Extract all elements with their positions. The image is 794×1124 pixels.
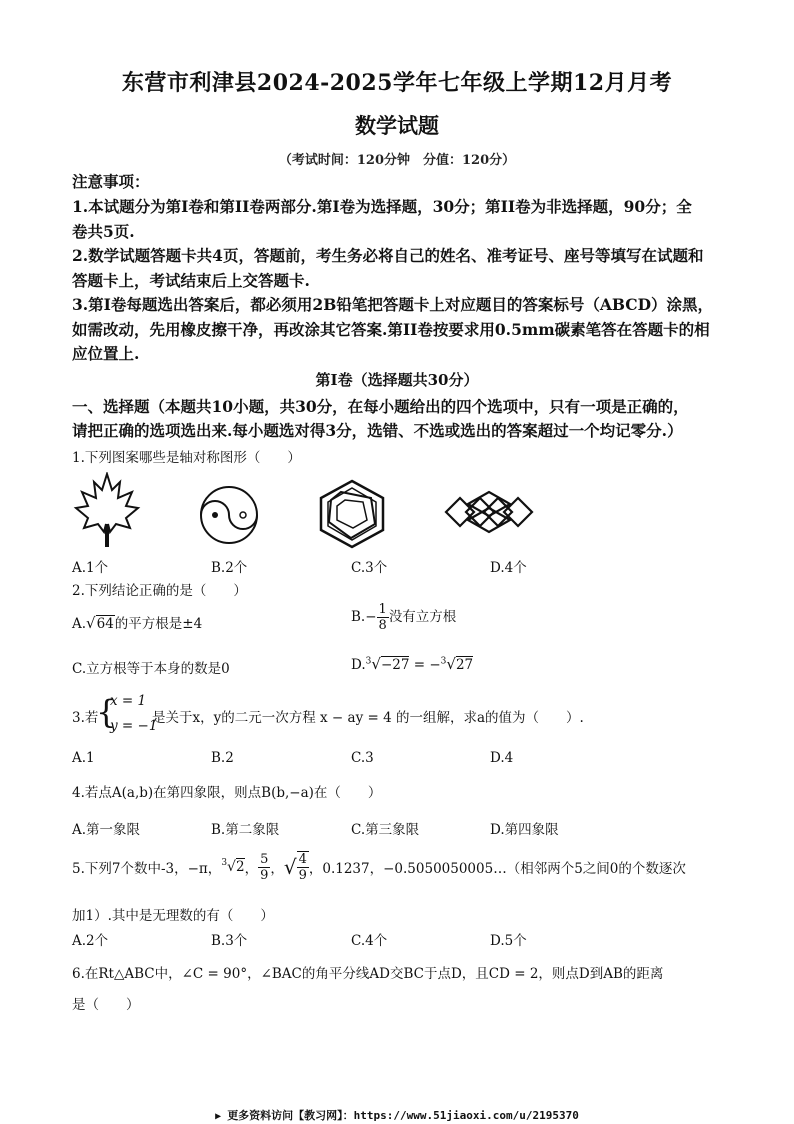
- q4-stem: 4.若点A(a,b)在第四象限，则点B(b,−a)在（ ）: [72, 785, 382, 801]
- q2-d-root-index: 3: [365, 656, 372, 667]
- notes-heading: 注意事项：: [72, 172, 150, 191]
- q2-b-suffix: 没有立方根: [388, 609, 457, 625]
- q2-a-suffix: 的平方根是±4: [114, 616, 203, 632]
- q5-sqrt-frac-numerator: 4: [298, 852, 307, 867]
- q5-sqrt-frac-denominator: 9: [298, 868, 307, 883]
- q4-option-c[interactable]: C.第三象限: [351, 822, 420, 838]
- note-3b: 如需改动，先用橡皮擦干净，再改涂其它答案.第II卷按要求用0.5mm碳素笔答在答题卡的相: [72, 320, 710, 339]
- q2-a-prefix: A.: [72, 616, 87, 632]
- note-1a: 1.本试题分为第I卷和第II卷两部分.第I卷为选择题，30分；第II卷为非选择题，90分；全: [72, 197, 692, 216]
- q3-prefix: 3.若: [72, 710, 99, 726]
- q3-equation-2: y = −1: [110, 718, 158, 734]
- q4-option-a[interactable]: A.第一象限: [72, 822, 141, 838]
- q5-stem-line2: 加1）.其中是无理数的有（ ）: [72, 908, 274, 924]
- q6-stem-line1: 6.在Rt△ABC中，∠C = 90°，∠BAC的角平分线AD交BC于点D，且CD = 2，则点D到AB的距离: [72, 966, 664, 982]
- yin-yang-figure: [198, 484, 260, 546]
- note-2b: 答题卡上，考试结束后上交答题卡.: [72, 271, 310, 290]
- q3-equation-1: x = 1: [110, 693, 147, 709]
- q5-frac-numerator: 5: [260, 851, 269, 867]
- q2-a-radicand: 64: [96, 616, 114, 632]
- q1-option-a[interactable]: A.1个: [72, 560, 109, 576]
- q1-stem: 1.下列图案哪些是轴对称图形（ ）: [72, 450, 301, 466]
- section-intro-b: 请把正确的选项选出来.每小题选对得3分，选错、不选或选出的答案超过一个均记零分.）: [72, 421, 683, 440]
- q1-option-c[interactable]: C.3个: [351, 560, 388, 576]
- q5-stem-suffix: ，0.1237，−0.5050050005…（相邻两个5之间0的个数逐次: [308, 861, 686, 877]
- q4-option-d[interactable]: D.第四象限: [490, 822, 559, 838]
- note-2a: 2.数学试题答题卡共4页，答题前，考生务必将自己的姓名、准考证号、座号等填写在试题和: [72, 246, 704, 265]
- hexagon-figure: [315, 478, 389, 550]
- q2-d-root-index-2: 3: [440, 656, 447, 667]
- q2-stem: 2.下列结论正确的是（ ）: [72, 583, 247, 599]
- q2-option-b[interactable]: [351, 602, 456, 633]
- section-intro-a: 一、选择题（本题共10小题，共30分，在每小题给出的四个选项中，只有一项是正确的，: [72, 397, 689, 416]
- q3-stem: 是关于x，y的二元一次方程 x − ay = 4 的一组解，求a的值为（ ）.: [152, 710, 584, 726]
- q5-option-a[interactable]: A.2个: [72, 933, 109, 949]
- exam-subtitle: 数学试题: [355, 113, 439, 138]
- q3-option-a[interactable]: A.1: [72, 750, 95, 766]
- q5-option-c[interactable]: C.4个: [351, 933, 388, 949]
- q5-frac-denominator: 9: [260, 867, 269, 883]
- note-1b: 卷共5页.: [72, 222, 135, 241]
- q3-option-d[interactable]: D.4: [490, 750, 514, 766]
- knot-figure: [444, 490, 534, 534]
- q5-stem: 5.下列7个数中-3，−π，$^3$√2， $\frac{5}{9}$ ，√ $\frac{4}{9}$ ，0.1237，−0.5050050005…（相邻两个5之间0的个数逐次: [72, 851, 686, 883]
- q4-option-b[interactable]: B.第二象限: [211, 822, 280, 838]
- q5-option-b[interactable]: B.3个: [211, 933, 248, 949]
- q2-option-c[interactable]: C.立方根等于本身的数是0: [72, 661, 230, 677]
- q5-stem-prefix: 5.下列7个数中-3，−π，: [72, 861, 222, 877]
- section-title: 第I卷（选择题共30分）: [315, 371, 479, 389]
- q5-option-d[interactable]: D.5个: [490, 933, 527, 949]
- q3-brace: {: [96, 693, 117, 731]
- q2-b-numerator: 1: [378, 602, 387, 617]
- exam-title: 东营市利津县2024-2025学年七年级上学期12月月考: [121, 70, 673, 96]
- q5-radicand: 2: [235, 859, 245, 875]
- q2-d-prefix: D.: [351, 657, 366, 673]
- footer-text: 更多资料访问【教习网】：https://www.51jiaoxi.com/u/2195370: [227, 1109, 579, 1122]
- note-3c: 应位置上.: [72, 344, 140, 363]
- q2-option-d[interactable]: D.$^3$√−27 = −$^3$√27: [351, 655, 474, 673]
- q2-b-prefix: B.−: [351, 609, 377, 625]
- q1-option-b[interactable]: B.2个: [211, 560, 248, 576]
- q2-d-equals: = −: [413, 657, 441, 673]
- note-3a: 3.第Ⅰ卷每题选出答案后，都必须用2B铅笔把答题卡上对应题目的答案标号（ABCD）涂黑，: [72, 295, 714, 314]
- footer-link[interactable]: ▶ 更多资料访问【教习网】：https://www.51jiaoxi.com/u/2195370: [215, 1109, 579, 1122]
- maple-leaf-figure: [72, 472, 142, 548]
- q3-option-c[interactable]: C.3: [351, 750, 374, 766]
- q2-b-denominator: 8: [378, 618, 387, 633]
- q2-option-a[interactable]: A.√64的平方根是±4: [72, 614, 203, 632]
- q5-root-index: 3: [221, 858, 228, 868]
- q6-stem-line2: 是（ ）: [72, 997, 140, 1013]
- q2-d-radicand-1: −27: [380, 657, 410, 673]
- q2-d-radicand-2: 27: [455, 657, 474, 673]
- q1-option-d[interactable]: D.4个: [490, 560, 527, 576]
- exam-time-info: （考试时间：120分钟 分值：120分）: [278, 153, 516, 168]
- q3-option-b[interactable]: B.2: [211, 750, 234, 766]
